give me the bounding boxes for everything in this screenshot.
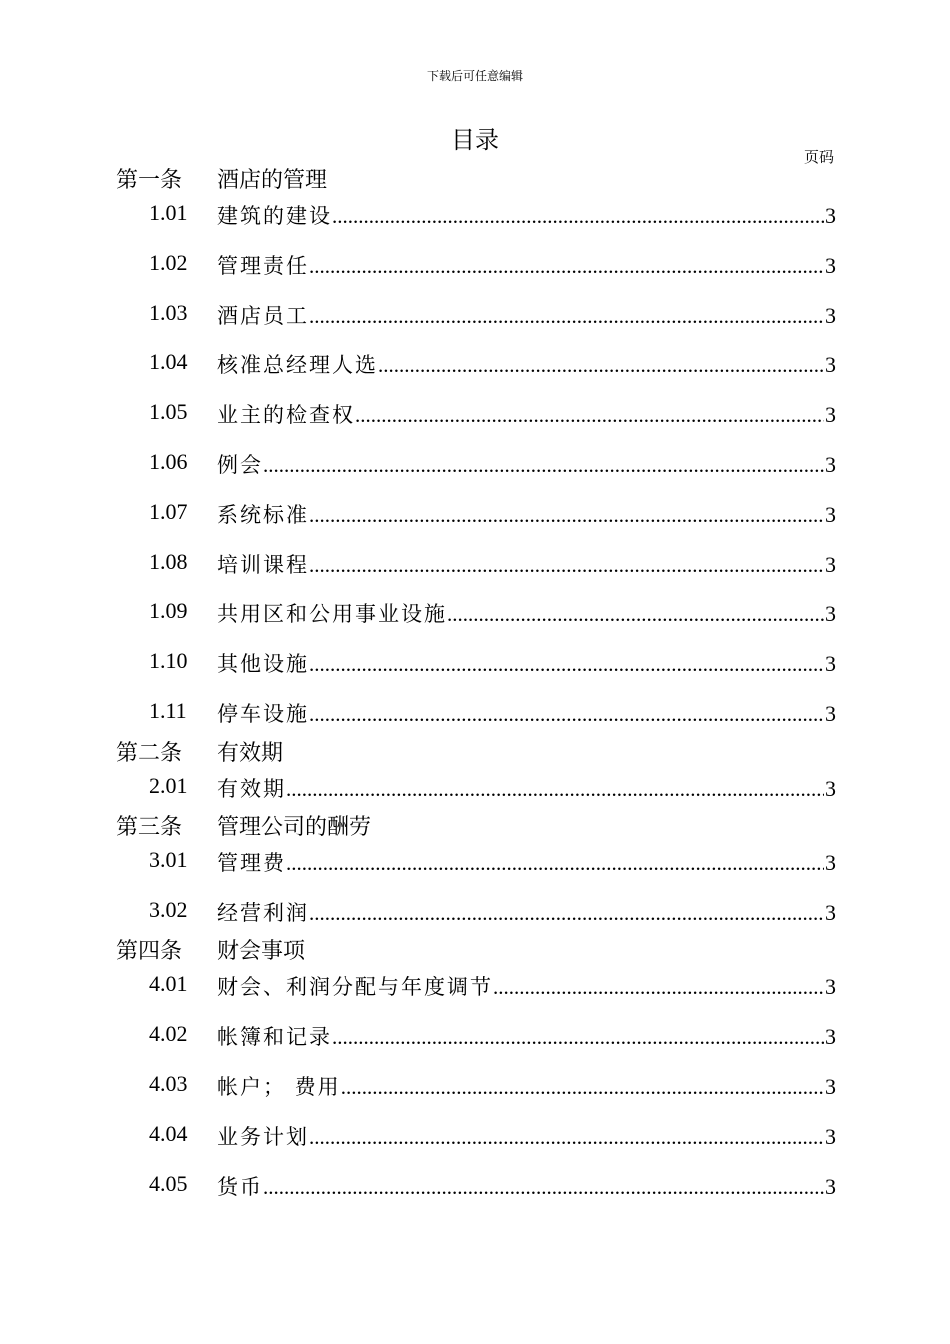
entry-page-number: 3: [825, 302, 836, 328]
header-note: 下载后可任意编辑: [426, 69, 523, 83]
entry-title: 建筑的建设: [217, 204, 332, 228]
section-number: 第一条: [116, 167, 183, 192]
entry-number: 4.05: [149, 1170, 188, 1196]
toc-entry[interactable]: [0, 549, 950, 579]
toc-entry[interactable]: [0, 349, 950, 379]
entry-title: 帐簿和记录: [217, 1025, 332, 1050]
entry-page-number: 3: [825, 1173, 836, 1199]
entry-title: 共用区和公用事业设施: [217, 602, 447, 627]
dot-leader: [493, 975, 824, 1000]
entry-number: 1.03: [149, 299, 188, 325]
entry-line: [217, 250, 836, 280]
entry-number: 1.04: [149, 349, 188, 375]
dot-leader: [341, 1075, 824, 1100]
entry-title: 核准总经理人选: [217, 353, 378, 378]
entry-number: 3.01: [149, 847, 188, 872]
entry-title: 例会: [217, 453, 263, 477]
toc-entry[interactable]: [0, 300, 950, 330]
dot-leader: [309, 254, 824, 279]
entry-line: [217, 499, 836, 529]
page-column-label: 页码: [803, 148, 834, 166]
entry-title: 财会、利润分配与年度调节: [217, 975, 493, 1000]
entry-line: [217, 1171, 836, 1201]
entry-title: 系统标准: [217, 502, 309, 527]
entry-number: 2.01: [149, 772, 188, 798]
entry-number: 4.03: [149, 1070, 188, 1096]
section-title: 酒店的管理: [217, 168, 328, 193]
entry-number: 1.06: [149, 449, 188, 474]
toc-entry[interactable]: [0, 250, 950, 280]
entry-page-number: 3: [825, 651, 836, 677]
toc-entry[interactable]: [0, 1171, 950, 1201]
entry-line: [217, 399, 836, 429]
dot-leader: [286, 777, 824, 802]
dot-leader: [332, 1025, 824, 1050]
entry-number: 1.02: [149, 249, 188, 275]
toc-title: 目录: [451, 126, 499, 154]
dot-leader: [263, 1175, 824, 1200]
entry-title: 经营利润: [217, 900, 309, 925]
dot-leader: [309, 503, 824, 528]
toc-entry[interactable]: [0, 1071, 950, 1101]
dot-leader: [309, 652, 824, 677]
entry-number: 4.04: [149, 1120, 188, 1146]
section-number: 第三条: [116, 814, 183, 839]
toc-entry[interactable]: [0, 200, 950, 230]
entry-number: 4.01: [149, 971, 188, 997]
entry-title: 帐户； 费用: [217, 1074, 341, 1099]
toc-section[interactable]: [0, 810, 950, 840]
entry-line: [217, 300, 836, 330]
section-title: 财会事项: [217, 939, 306, 965]
toc-section[interactable]: [0, 736, 950, 766]
dot-leader: [286, 851, 824, 876]
entry-page-number: 3: [825, 899, 836, 925]
entry-number: 1.09: [149, 598, 188, 624]
toc-entry[interactable]: [0, 773, 950, 803]
dot-leader: [309, 702, 824, 727]
entry-number: 1.05: [149, 399, 188, 425]
entry-line: [217, 200, 836, 230]
entry-line: [217, 1021, 836, 1051]
entry-page-number: 3: [825, 701, 836, 726]
dot-leader: [263, 453, 824, 478]
entry-title: 管理费: [217, 851, 286, 875]
entry-line: [217, 648, 836, 678]
dot-leader: [332, 204, 824, 229]
toc-entry[interactable]: [0, 971, 950, 1001]
entry-number: 1.11: [149, 698, 187, 723]
entry-number: 1.10: [149, 648, 188, 674]
entry-number: 1.07: [149, 498, 188, 524]
dot-leader: [309, 304, 824, 329]
toc-entry[interactable]: [0, 1021, 950, 1051]
entry-line: [217, 349, 836, 379]
entry-number: 1.08: [149, 548, 188, 574]
entry-page-number: 3: [825, 402, 836, 428]
entry-title: 有效期: [217, 776, 286, 801]
dot-leader: [447, 602, 824, 627]
dot-leader: [355, 403, 824, 428]
entry-line: [217, 1071, 836, 1101]
entry-page-number: 3: [825, 1073, 836, 1099]
entry-line: [217, 449, 836, 479]
entry-page-number: 3: [825, 850, 836, 875]
entry-page-number: 3: [825, 775, 836, 801]
entry-number: 3.02: [149, 896, 188, 922]
entry-line: [217, 847, 836, 877]
entry-title: 管理责任: [217, 253, 309, 278]
toc-entry[interactable]: [0, 847, 950, 877]
entry-line: [217, 897, 836, 927]
dot-leader: [378, 353, 824, 378]
toc-entry[interactable]: [0, 1121, 950, 1151]
toc-section[interactable]: [0, 163, 950, 193]
dot-leader: [309, 901, 824, 926]
entry-page-number: 3: [825, 252, 836, 278]
section-number: 第二条: [116, 739, 183, 765]
entry-page-number: 3: [825, 452, 836, 477]
entry-title: 货币: [217, 1174, 263, 1199]
entry-page-number: 3: [825, 352, 836, 378]
section-title: 管理公司的酬劳: [217, 815, 372, 840]
entry-page-number: 3: [825, 501, 836, 527]
toc-entry[interactable]: [0, 499, 950, 529]
toc-entry[interactable]: [0, 449, 950, 479]
section-number: 第四条: [116, 938, 183, 964]
entry-line: [217, 1121, 836, 1151]
entry-page-number: 3: [825, 1024, 836, 1050]
entry-title: 业务计划: [217, 1124, 309, 1149]
entry-line: [217, 971, 836, 1001]
entry-title: 停车设施: [217, 702, 309, 726]
entry-page-number: 3: [825, 203, 836, 228]
entry-line: [217, 773, 836, 803]
toc-entry[interactable]: [0, 698, 950, 728]
dot-leader: [309, 1125, 824, 1150]
toc-entry[interactable]: [0, 399, 950, 429]
entry-title: 酒店员工: [217, 303, 309, 328]
entry-page-number: 3: [825, 974, 836, 1000]
entry-title: 其他设施: [217, 652, 309, 677]
entry-title: 培训课程: [217, 552, 309, 577]
dot-leader: [309, 553, 824, 578]
toc-entry[interactable]: [0, 598, 950, 628]
toc-entry[interactable]: [0, 648, 950, 678]
entry-page-number: 3: [825, 601, 836, 627]
entry-line: [217, 549, 836, 579]
section-title: 有效期: [217, 740, 284, 766]
entry-page-number: 3: [825, 551, 836, 577]
toc-entry[interactable]: [0, 897, 950, 927]
entry-number: 1.01: [149, 200, 188, 225]
entry-line: [217, 598, 836, 628]
entry-number: 4.02: [149, 1021, 188, 1047]
toc-section[interactable]: [0, 934, 950, 964]
entry-title: 业主的检查权: [217, 403, 355, 428]
entry-line: [217, 698, 836, 728]
entry-page-number: 3: [825, 1123, 836, 1149]
